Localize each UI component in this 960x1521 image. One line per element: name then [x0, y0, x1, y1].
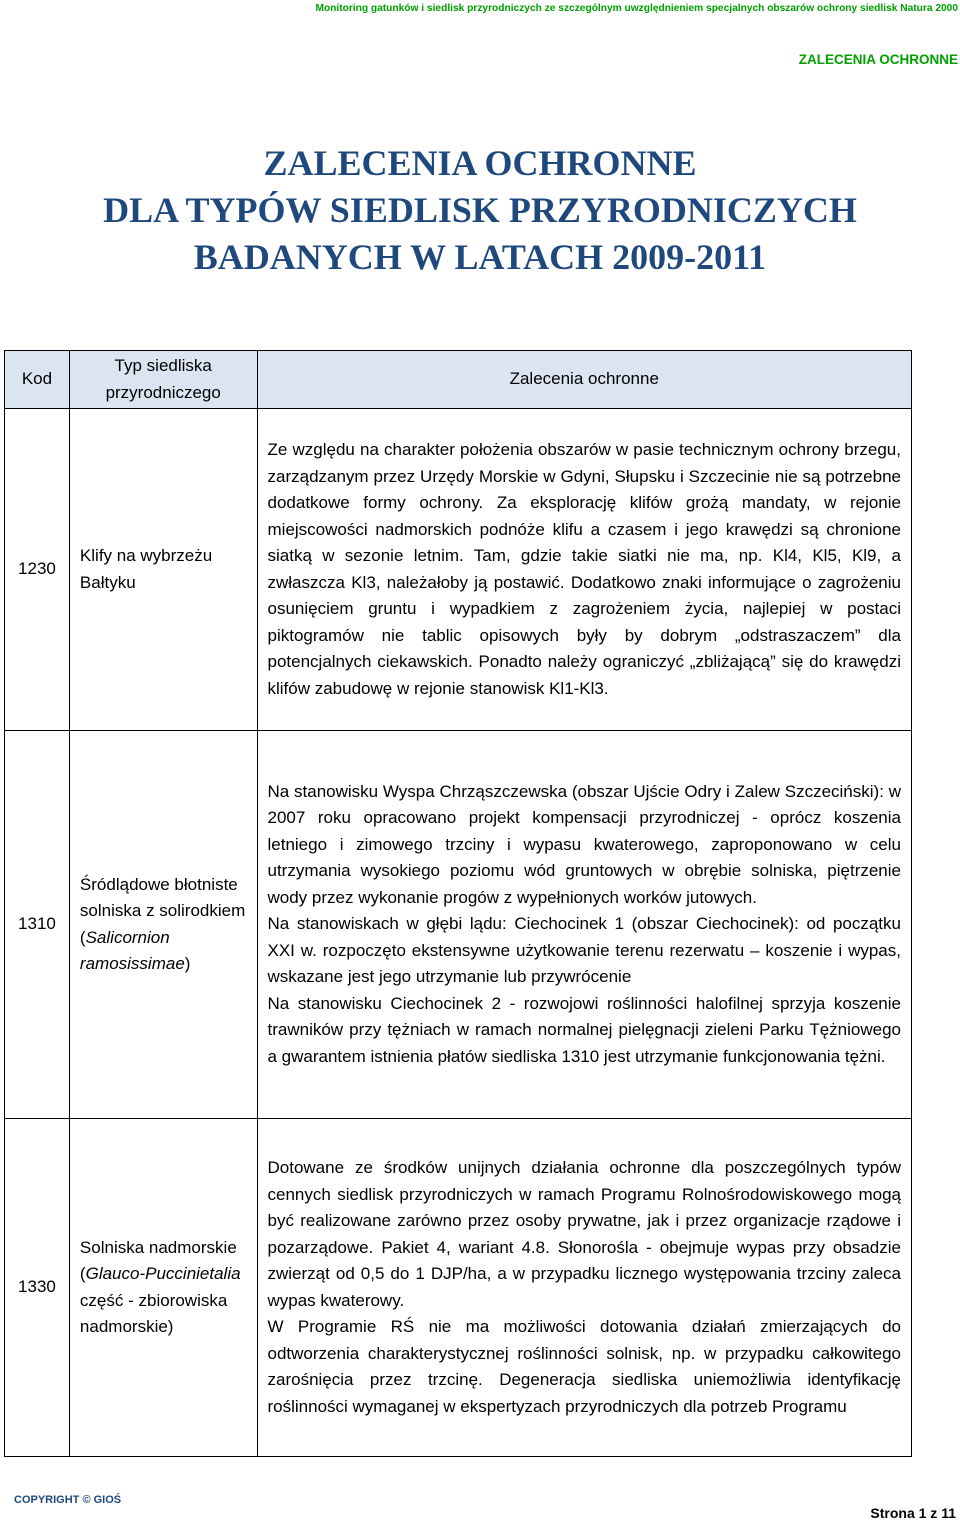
typ-text: Solniska nadmorskie ( — [79, 1237, 237, 1283]
document-title — [0, 140, 960, 281]
paragraph: W Programie RŚ nie ma możliwości dotowania działań zmierzających do odtworzenia charakterystycznej roślinności solnisk, np. w przypadku całkowitego zarośnięcia przez trzcinę. Degeneracja siedliska uniemożliwia identyfikację roślinności wymaganej w ekspertyzach przyrodniczych dla potrzeb Programu — [267, 1317, 901, 1416]
paragraph: Na stanowisku Wyspa Chrząszczewska (obszar Ujście Odry i Zalew Szczeciński): w 2007 roku opracowano projekt kompensacji przyrodniczej - oprócz koszenia letniego i zimowego trzciny i wypasu kwaterowego, zaproponowano w celu utrzymania wysokiego poziomu wód gruntowych w obrębie solniska, piętrzenie wody przez wykonanie progów z wypełnionych worków jutowych. — [267, 781, 901, 907]
paragraph: Na stanowiskach w głębi lądu: Ciechocinek 1 (obszar Ciechocinek): od początku XXI w. rozpoczęto ekstensywne użytkowanie terenu rezerwatu – koszenie i wypas, wskazane jest jego utrzymanie lub przywrócenie — [267, 914, 901, 987]
recommendations-table — [4, 350, 912, 1457]
typ-text: Śródlądowe błotniste solniska z solirodkiem ( — [79, 874, 246, 947]
cell-typ — [69, 731, 257, 1119]
cell-typ — [69, 1119, 257, 1457]
paragraph: Na stanowisku Ciechocinek 2 - rozwojowi roślinności halofilnej sprzyja koszenie trawników przy tężniach w ramach normalnej pielęgnacji zieleni Parku Tężniowego a gwarantem istnienia płatów siedliska 1310 jest utrzymanie funkcjonowania tężni. — [267, 993, 901, 1066]
title-line-3: BADANYCH W LATACH 2009-2011 — [193, 237, 767, 277]
table-row-1330 — [5, 1119, 912, 1457]
typ-latin-name: Glauco-Puccinietalia — [85, 1264, 241, 1283]
cell-kod: 1330 — [5, 1119, 70, 1457]
header-zalecenia: Zalecenia ochronne — [257, 351, 912, 409]
cell-typ: Klify na wybrzeżu Bałtyku — [69, 409, 257, 731]
title-line-1: ZALECENIA OCHRONNE — [263, 143, 697, 183]
cell-zalecenia — [257, 1119, 912, 1457]
table-row-1310 — [5, 731, 912, 1119]
typ-text-end: część - zbiorowiska nadmorskie) — [79, 1290, 228, 1336]
typ-text-end: ) — [184, 954, 191, 973]
cell-kod: 1230 — [5, 409, 70, 731]
cell-zalecenia — [257, 731, 912, 1119]
title-line-2: DLA TYPÓW SIEDLISK PRZYRODNICZYCH — [103, 190, 857, 230]
typ-latin-name: Salicornion ramosissimae — [79, 927, 185, 973]
cell-kod: 1310 — [5, 731, 70, 1119]
header-typ: Typ siedliska przyrodniczego — [69, 351, 257, 409]
cell-zalecenia: Ze względu na charakter położenia obszarów w pasie technicznym ochrony brzegu, zarządzanym przez Urzędy Morskie w Gdyni, Słupsku i Szczecinie nie są potrzebne dodatkowe formy ochrony. Za eksplorację klifów grożą mandaty, w rejonie miejscowości nadmorskich podnóże klifu a czasem i jego krawędzi są chronione siatką w sezonie letnim. Tam, gdzie takie siatki nie ma, np. Kl4, Kl5, Kl9, a zwłaszcza Kl3, należałoby ją postawić. Dodatkowo znaki informujące o zagrożeniu osunięciem gruntu i wypadkiem z zagrożeniem życia, najlepiej w postaci piktogramów nie tablic opisowych były by dobrym „odstraszaczem” dla potencjalnych ciekawskich. Ponadto należy ograniczyć „zbliżającą” się do krawędzi klifów zabudowę w rejonie stanowisk Kl1-Kl3. — [257, 409, 912, 731]
header-kod: Kod — [5, 351, 70, 409]
page-number: Strona 1 z 11 — [870, 1505, 956, 1521]
running-header: Monitoring gatunków i siedlisk przyrodniczych ze szczególnym uwzględnieniem specjalnych obszarów ochrony siedlisk Natura 2000 — [315, 3, 958, 14]
paragraph: Dotowane ze środków unijnych działania ochronne dla poszczególnych typów cennych siedlisk przyrodniczych w ramach Programu Rolnośrodowiskowego mogą być realizowane zarówno przez osoby prywatne, jak i przez organizacje rządowe i pozarządowe. Pakiet 4, wariant 4.8. Słonorośla - obejmuje wypas przy obsadzie zwierząt od 0,5 do 1 DJP/ha, a w przypadku licznego występowania trzciny zaleca wypas kwaterowy. — [267, 1158, 901, 1310]
copyright-notice: COPYRIGHT © GIOŚ — [14, 1494, 122, 1506]
table-header-row — [5, 351, 912, 409]
section-label: ZALECENIA OCHRONNE — [798, 52, 958, 67]
table-row-1230 — [5, 409, 912, 731]
